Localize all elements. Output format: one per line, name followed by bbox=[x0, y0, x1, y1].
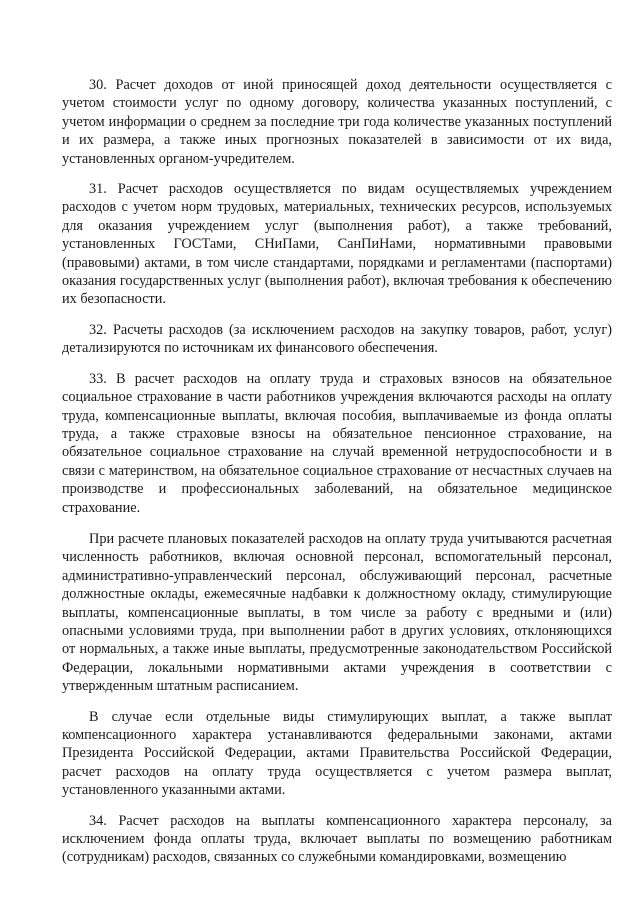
paragraph-33: 33. В расчет расходов на оплату труда и страховых взносов на обязательное социальное страхование в части работников учреждения включаются расходы на оплату труда, компенсационные выплаты, включая пособия, выплачиваемые из фонда оплаты труда, а также страховые взносы на обязательное пенсионное страхование, на обязательное социальное страхование на случай временной нетрудоспособности и в связи с материнством, на обязательное социальное страхование от несчастных случаев на производстве и профессиональных заболеваний, на обязательное медицинское страхование. bbox=[62, 370, 612, 516]
paragraph-32: 32. Расчеты расходов (за исключением расходов на закупку товаров, работ, услуг) детализируются по источникам их финансового обеспечения. bbox=[62, 321, 612, 357]
paragraph-33-federal-acts: В случае если отдельные виды стимулирующих выплат, а также выплат компенсационного характера устанавливаются федеральными законами, актами Президента Российской Федерации, актами Правительства Российской Федерации, расчет расходов на оплату труда осуществляется с учетом размера выплат, установленного указанными актами. bbox=[62, 708, 612, 799]
paragraph-33-payroll: При расчете плановых показателей расходов на оплату труда учитываются расчетная численность работников, включая основной персонал, вспомогательный персонал, административно-управленческий персонал, обслуживающий персонал, расчетные должностные оклады, ежемесячные надбавки к должностному окладу, стимулирующие выплаты, компенсационные выплаты, в том числе за работу с вредными и (или) опасными условиями труда, при выполнении работ в других условиях, отклоняющихся от нормальных, а также иные выплаты, предусмотренные законодательством Российской Федерации, локальными нормативными актами учреждения в соответствии с утвержденным штатным расписанием. bbox=[62, 530, 612, 695]
paragraph-30: 30. Расчет доходов от иной приносящей доход деятельности осуществляется с учетом стоимости услуг по одному договору, количества указанных поступлений, с учетом информации о среднем за последние три года количестве указанных поступлений и их размера, а также иных прогнозных показателей в зависимости от их вида, установленных органом-учредителем. bbox=[62, 77, 612, 167]
paragraph-31: 31. Расчет расходов осуществляется по видам осуществляемых учреждением расходов с учетом норм трудовых, материальных, технических ресурсов, используемых для оказания учреждением услуг (выполнения работ), а также требований, установленных ГОСТами, СНиПами, СанПиНами, нормативными правовыми (правовыми) актами, в том числе стандартами, порядками и регламентами (паспортами) оказания государственных услуг (выполнения работ), включая требования к обеспечению их безопасности. bbox=[62, 181, 612, 308]
paragraph-34: 34. Расчет расходов на выплаты компенсационного характера персоналу, за исключением фонда оплаты труда, включает выплаты по возмещению работникам (сотрудникам) расходов, связанных со служебными командировками, возмещению bbox=[62, 812, 612, 866]
